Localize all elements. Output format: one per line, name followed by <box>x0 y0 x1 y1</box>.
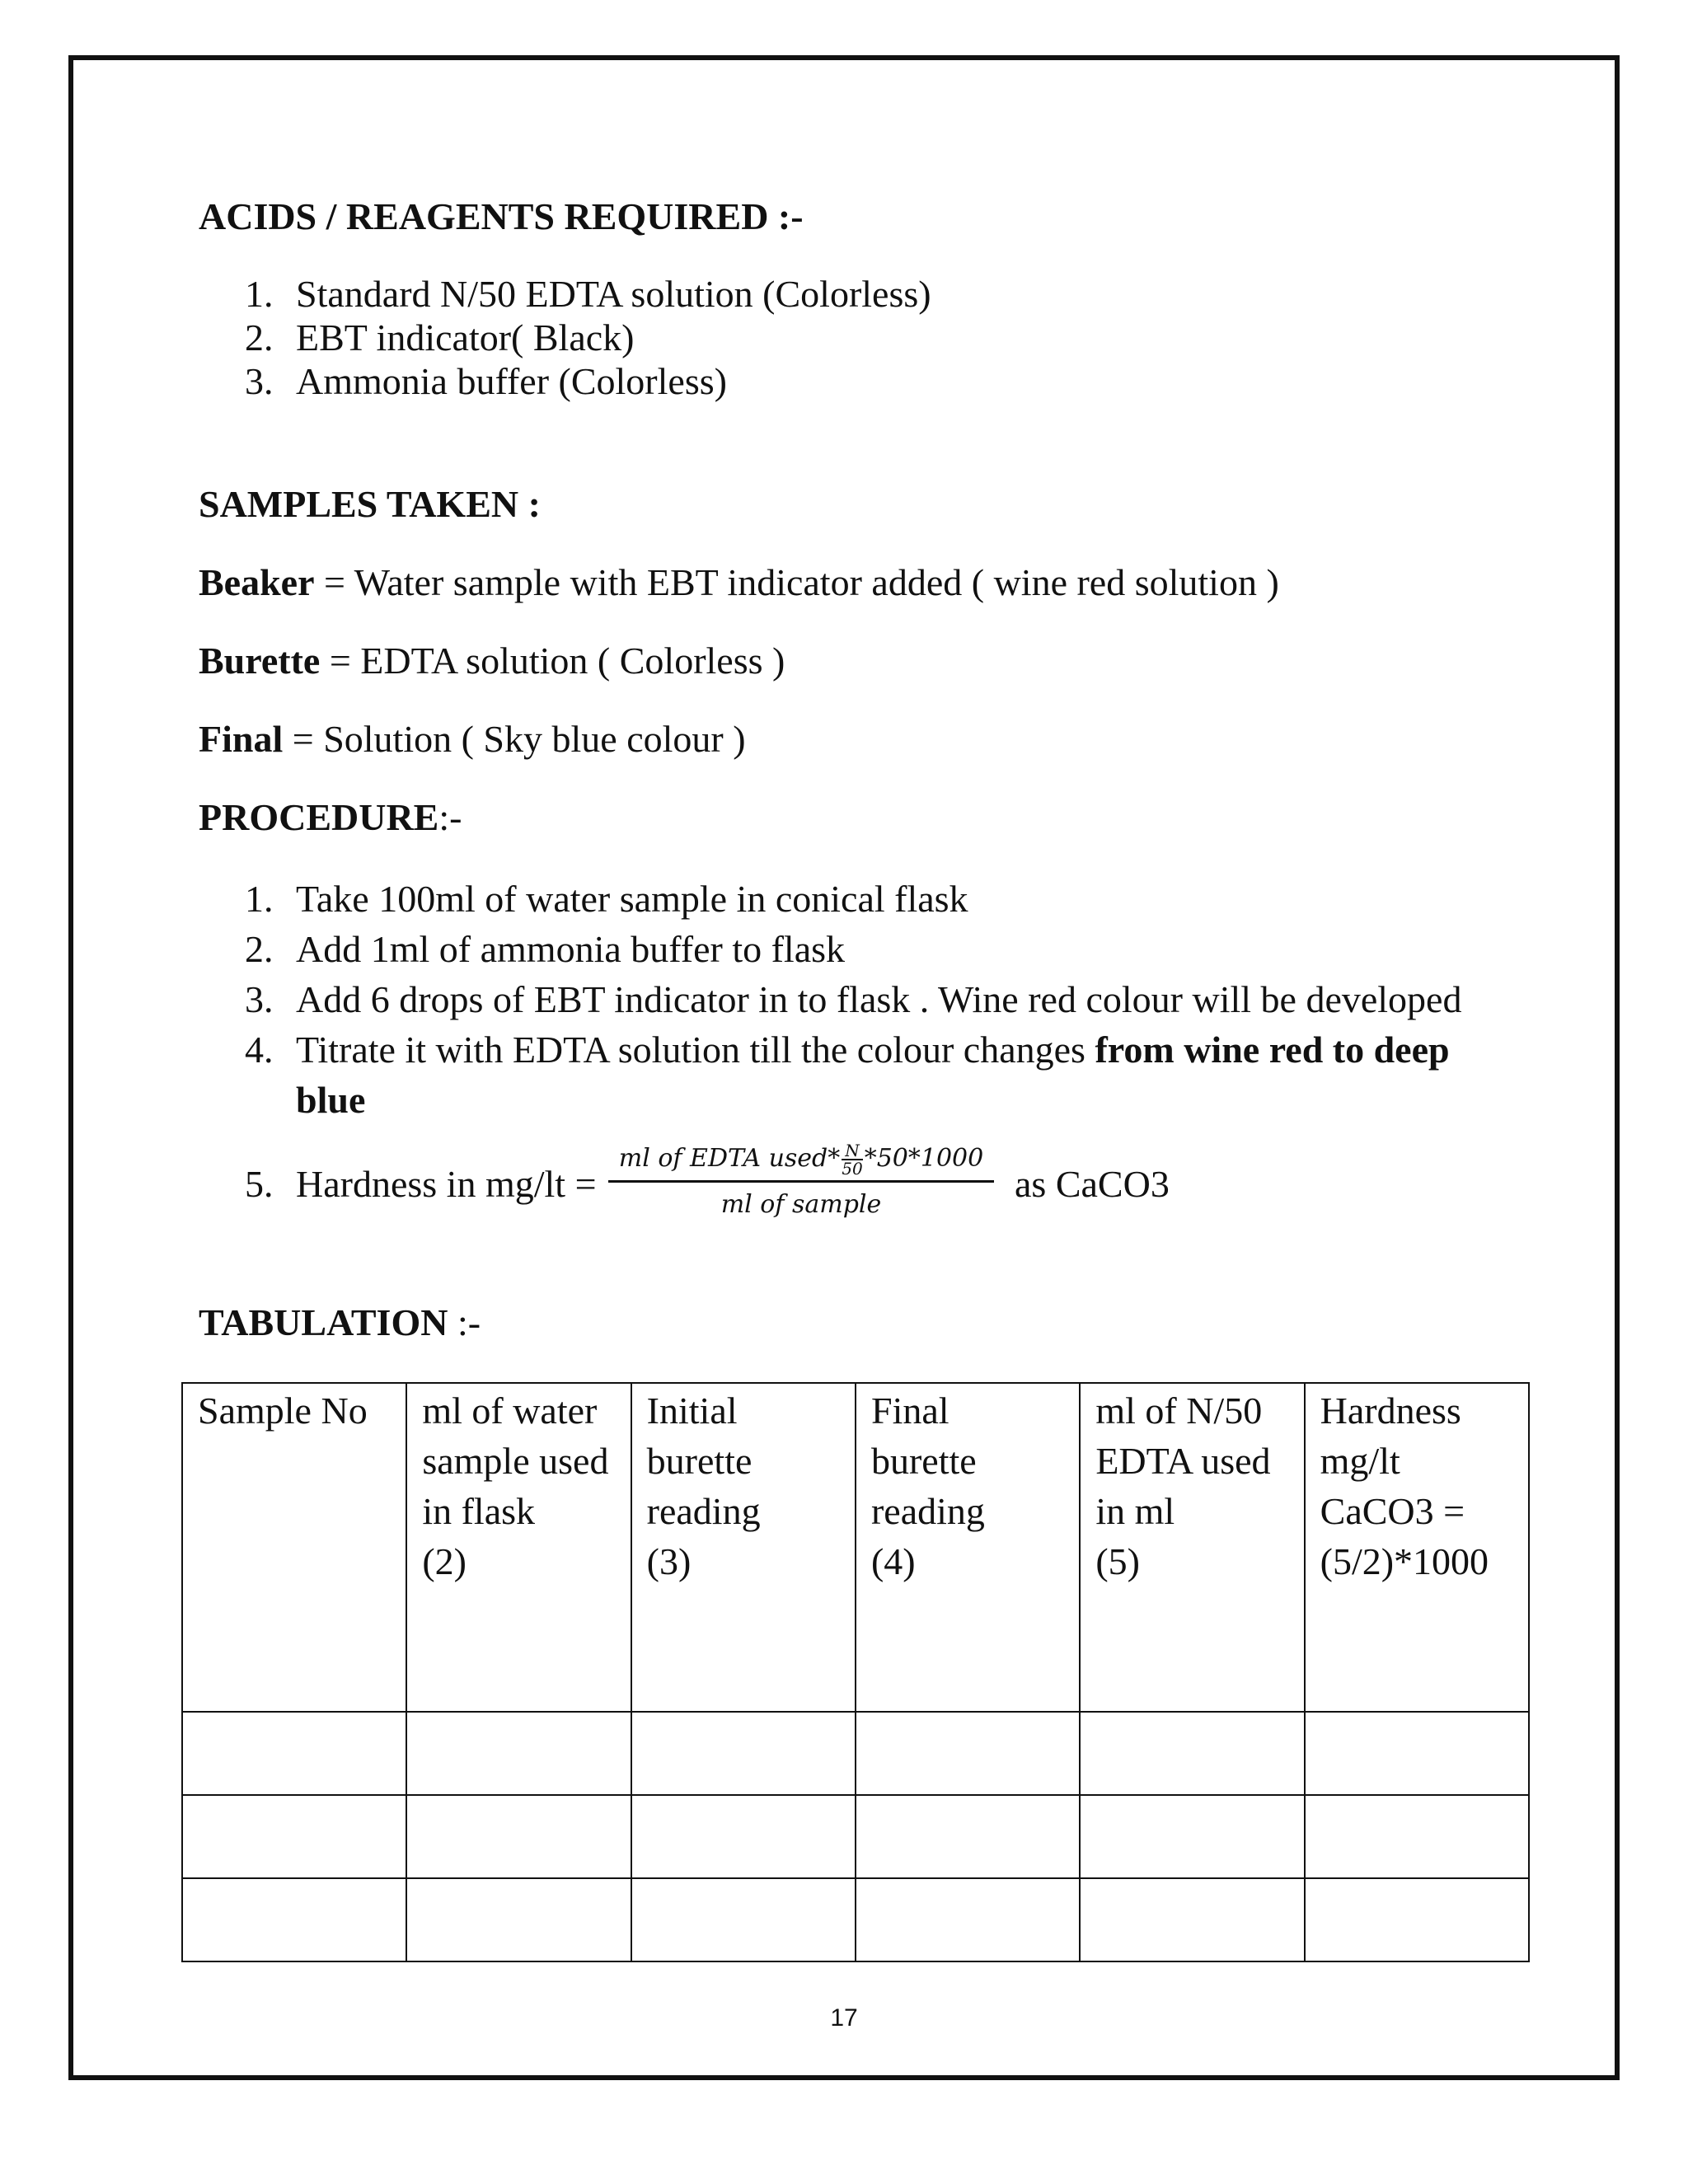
table-cell <box>1305 1795 1529 1878</box>
list-item-continuation: blue <box>296 1079 366 1121</box>
beaker-line: Beaker = Water sample with EBT indicator added ( wine red solution ) <box>199 561 1279 603</box>
column-header-sample-no: Sample No <box>182 1383 406 1712</box>
table-cell <box>182 1712 406 1795</box>
formula-denominator: ml of sample <box>720 1190 882 1219</box>
tabulation-table <box>181 1382 1530 1962</box>
fraction-bar <box>608 1180 994 1183</box>
table-cell <box>182 1795 406 1878</box>
column-header-water-volume: ml of water sample used in flask (2) <box>406 1383 631 1712</box>
formula-numerator: ml of EDTA used* $\frac{N}{50}$ *50*1000 <box>618 1141 984 1179</box>
table-cell <box>631 1712 856 1795</box>
acids-list <box>199 272 931 403</box>
acids-heading: ACIDS / REAGENTS REQUIRED :- <box>199 195 804 237</box>
table-row <box>182 1795 1529 1878</box>
column-header-edta-used: ml of N/50 EDTA used in ml (5) <box>1080 1383 1304 1712</box>
table-cell <box>406 1712 631 1795</box>
table-header-row <box>182 1383 1529 1712</box>
list-item: 3. Ammonia buffer (Colorless) <box>245 360 727 402</box>
column-header-hardness: Hardness mg/lt CaCO3 = (5/2)*1000 <box>1305 1383 1529 1712</box>
column-header-final-reading: Final burette reading (4) <box>856 1383 1080 1712</box>
tabulation-heading: TABULATION :- <box>199 1301 481 1343</box>
table-cell <box>1080 1878 1304 1961</box>
table-cell <box>182 1878 406 1961</box>
table-row <box>182 1878 1529 1961</box>
procedure-steps <box>199 874 1461 1125</box>
table-cell <box>406 1795 631 1878</box>
samples-heading: SAMPLES TAKEN : <box>199 483 541 525</box>
table-row <box>182 1712 1529 1795</box>
burette-line: Burette = EDTA solution ( Colorless ) <box>199 640 785 682</box>
procedure-heading: PROCEDURE:- <box>199 796 462 838</box>
table-cell <box>1080 1795 1304 1878</box>
table-cell <box>631 1878 856 1961</box>
table-cell <box>1080 1712 1304 1795</box>
list-item: 1. Standard N/50 EDTA solution (Colorless) <box>245 273 931 315</box>
column-header-initial-reading: Initial burette reading (3) <box>631 1383 856 1712</box>
table-cell <box>856 1795 1080 1878</box>
list-item: 2. Add 1ml of ammonia buffer to flask <box>245 928 846 970</box>
table-cell <box>1305 1712 1529 1795</box>
table-cell <box>631 1795 856 1878</box>
list-item: 1. Take 100ml of water sample in conical flask <box>245 878 968 920</box>
table-cell <box>406 1878 631 1961</box>
list-item: 3. Add 6 drops of EBT indicator in to flask . Wine red colour will be developed <box>245 978 1462 1020</box>
list-item: 4. Titrate it with EDTA solution till the colour changes from wine red to deep <box>245 1029 1450 1071</box>
table-cell <box>856 1712 1080 1795</box>
table-cell <box>1305 1878 1529 1961</box>
page-number: 17 <box>830 2004 858 2032</box>
final-line: Final = Solution ( Sky blue colour ) <box>199 718 746 760</box>
table-cell <box>856 1878 1080 1961</box>
list-item: 2. EBT indicator( Black) <box>245 316 635 359</box>
